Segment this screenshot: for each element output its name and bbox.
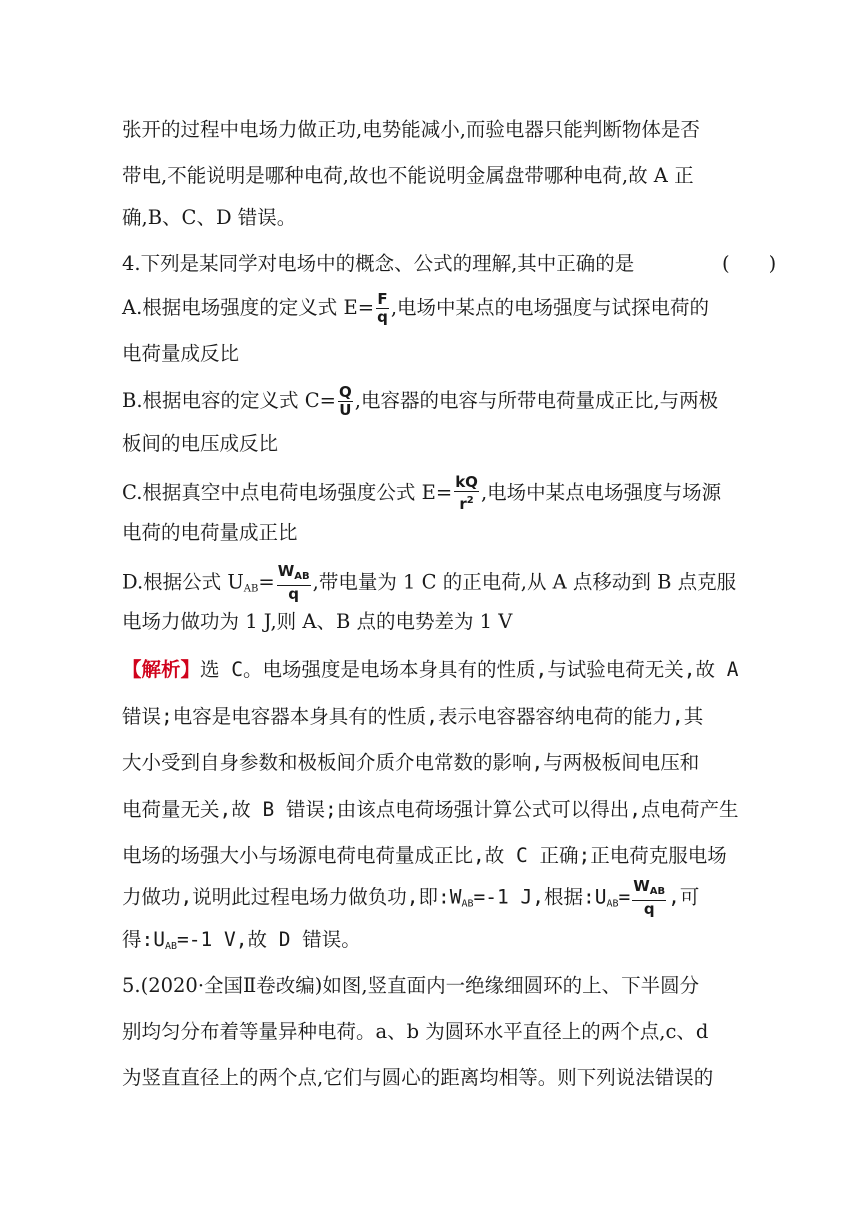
option-a-text: A.根据电场强度的定义式 E=	[122, 296, 375, 319]
analysis-line: 电荷量无关,故 B 错误;由该点电荷场强计算公式可以得出,点电荷产生	[122, 798, 739, 821]
numerator-base: W	[277, 562, 295, 580]
option-a-text: ,电场中某点的电场强度与试探电荷的	[390, 296, 710, 319]
fraction-numerator: Q	[339, 383, 352, 401]
option-d	[122, 563, 736, 604]
question-5-line: 5.(2020·全国Ⅱ卷改编)如图,竖直面内一绝缘细圆环的上、下半圆分	[122, 974, 700, 997]
fraction-denominator: q	[377, 308, 388, 326]
analysis-tag: 【解析】	[122, 658, 201, 681]
option-c-line2: 电荷的电荷量成正比	[122, 521, 298, 544]
fraction-denominator: U	[339, 401, 352, 419]
analysis-line	[122, 926, 361, 961]
denominator-base: r	[459, 495, 467, 513]
subscript: AB	[243, 583, 259, 595]
formula-fraction	[338, 384, 353, 419]
analysis-line	[122, 656, 738, 684]
analysis-text: 得:U	[122, 928, 165, 951]
numerator-base: W	[633, 877, 650, 895]
numerator-subscript: AB	[294, 571, 310, 582]
analysis-line: 大小受到自身参数和极板间介质介电常数的影响,与两极板间电压和	[122, 751, 700, 774]
fraction-numerator: kQ	[455, 473, 478, 491]
option-d-text: D.根据公式 U	[122, 570, 244, 594]
analysis-text: =-1 J,根据:U	[473, 885, 607, 909]
subscript: AB	[164, 941, 178, 952]
text-line: 确,B、C、D 错误。	[122, 206, 297, 229]
analysis-line	[122, 878, 699, 919]
fraction-numerator	[277, 563, 311, 586]
equals-sign: =	[618, 885, 631, 909]
formula-fraction	[277, 563, 311, 603]
fraction-denominator	[454, 492, 479, 513]
analysis-line: 错误;电容是电容器本身具有的性质,表示电容器容纳电荷的能力,其	[122, 705, 704, 728]
text-line: 张开的过程中电场力做正功,电势能减小,而验电器只能判断物体是否	[122, 118, 700, 141]
fraction-numerator: F	[377, 290, 388, 308]
subscript: AB	[606, 898, 619, 910]
option-d-line2: 电场力做功为 1 J,则 A、B 点的电势差为 1 V	[122, 610, 513, 633]
analysis-text: 选 C。电场强度是电场本身具有的性质,与试验电荷无关,故 A	[200, 658, 739, 681]
question-5-line: 为竖直直径上的两个点,它们与圆心的距离均相等。则下列说法错误的	[122, 1066, 714, 1089]
equals-sign: =	[258, 570, 275, 594]
answer-parenthesis: ( )	[722, 252, 777, 275]
option-a-line2: 电荷量成反比	[122, 342, 240, 365]
option-b-line2: 板间的电压成反比	[122, 432, 279, 455]
option-c	[122, 474, 721, 513]
text-line: 带电,不能说明是哪种电荷,故也不能说明金属盘带哪种电荷,故 A 正	[122, 164, 694, 187]
analysis-line: 电场的场强大小与场源电荷电荷量成正比,故 C 正确;正电荷克服电场	[122, 844, 727, 867]
numerator-subscript: AB	[649, 886, 666, 897]
option-b-text: B.根据电容的定义式 C=	[122, 389, 336, 412]
formula-fraction	[632, 878, 666, 918]
option-c-text: ,电场中某点电场强度与场源	[480, 481, 722, 504]
option-b-text: ,电容器的电容与所带电荷量成正比,与两极	[354, 389, 719, 412]
formula-fraction	[376, 291, 389, 326]
analysis-text: 力做功,说明此过程电场力做负功,即:W	[122, 885, 462, 909]
option-a	[122, 291, 709, 326]
fraction-denominator: q	[288, 585, 300, 603]
formula-fraction	[454, 474, 479, 513]
question-5-line: 别均匀分布着等量异种电荷。a、b 为圆环水平直径上的两个点,c、d	[122, 1020, 709, 1043]
analysis-text: ,可	[668, 885, 700, 909]
fraction-numerator	[632, 878, 666, 901]
analysis-text: =-1 V,故 D 错误。	[177, 928, 361, 951]
option-b	[122, 384, 718, 419]
option-c-text: C.根据真空中点电荷电场强度公式 E=	[122, 481, 453, 504]
fraction-denominator: q	[643, 900, 655, 918]
option-d-text: ,带电量为 1 C 的正电荷,从 A 点移动到 B 点克服	[312, 570, 737, 594]
question-4-stem: 4.下列是某同学对电场中的概念、公式的理解,其中正确的是	[122, 252, 635, 275]
subscript: AB	[461, 898, 474, 910]
denominator-exponent: 2	[466, 495, 474, 506]
